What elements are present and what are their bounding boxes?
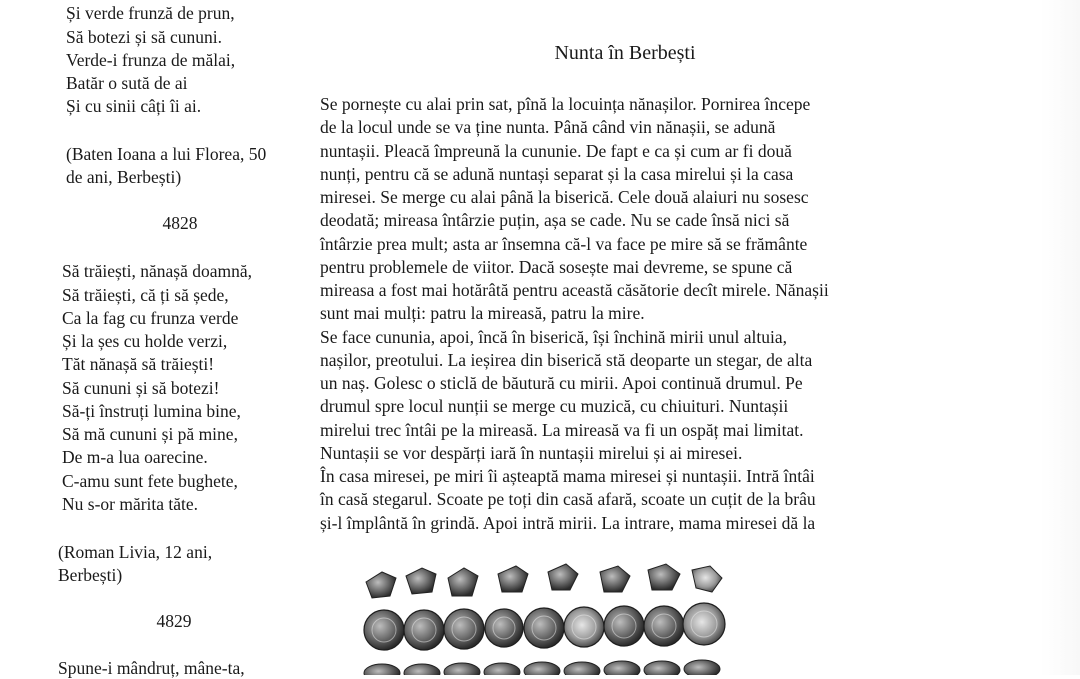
poem-number: 4828 xyxy=(162,213,198,233)
verse-line: Să cununi și să botezi! xyxy=(62,378,220,398)
paragraph-line: sunt mai mulți: patru la mireasă, patru la mire. xyxy=(320,303,645,323)
left-column xyxy=(0,0,310,678)
verse-line: Să-ți înstruți lumina bine, xyxy=(62,401,241,421)
paragraph-line: de la locul unde se va ține nunta. Până când vin nănașii, se adună xyxy=(320,117,776,137)
paragraph-line: un naș. Golesc o sticlă de băutură cu mirii. Apoi continuă drumul. Pe xyxy=(320,373,803,393)
verse-line: C-amu sunt fete bughete, xyxy=(62,471,238,491)
paragraph-line: Se face cununia, apoi, încă în biserică, își închină mirii unul altuia, xyxy=(320,327,788,347)
paragraph-line: mirelui trec întâi pe la mireasă. La mireasă va fi un ospăț mai limitat. xyxy=(320,420,804,440)
verse-line: De m-a lua oarecine. xyxy=(62,447,208,467)
verse-line: Ca la fag cu frunza verde xyxy=(62,308,239,328)
paragraph-line: nașilor, preotului. La ieșirea din biserică stă deoparte un stegar, de alta xyxy=(320,350,813,370)
paragraph-line: în casă stegarul. Scoate pe toți din casă afară, scoate un cuțit de la brâu xyxy=(320,489,816,509)
verse-line: Să trăiești, nănașă doamnă, xyxy=(62,261,253,281)
paragraph-line: drumul spre locul nunții se merge cu muzică, cu chiuituri. Nuntașii xyxy=(320,396,789,416)
paragraph-line: și-l împlântă în grindă. Apoi intră mirii. La intrare, mama miresei dă la xyxy=(320,513,816,533)
coin-necklace-photo xyxy=(360,560,760,675)
paragraph-line: întârzie prea mult; asta ar însemna că-l va face pe mire să se frământe xyxy=(320,234,808,254)
paragraph-line: În casa miresei, pe miri îi așteaptă mama miresei și nuntașii. Intră întâi xyxy=(320,466,815,486)
source-note: Berbești) xyxy=(58,565,123,585)
verse-line: Și cu sinii câți îi ai. xyxy=(66,96,202,116)
scan-shadow xyxy=(1040,0,1080,675)
verse-line: Verde-i frunza de mălai, xyxy=(66,50,236,70)
paragraph-line: miresei. Se merge cu alai până la biserică. Cele două alaiuri nu sosesc xyxy=(320,187,809,207)
paragraph-line: Nuntașii se vor despărți iară în nuntașii mirelui și ai miresei. xyxy=(320,443,743,463)
paragraph-line: Se pornește cu alai prin sat, pînă la locuința nănașilor. Pornirea începe xyxy=(320,94,811,114)
source-note: de ani, Berbești) xyxy=(66,167,182,187)
verse-line: Să botezi și să cununi. xyxy=(66,27,223,47)
poem-number: 4829 xyxy=(156,611,192,631)
paragraph-line: deodată; mireasa întârzie puțin, așa se cade. Nu se cade însă nici să xyxy=(320,210,790,230)
paragraph-line: pentru problemele de viitor. Dacă sosește mai devreme, se spune că xyxy=(320,257,793,277)
verse-line: Tăt nănașă să trăiești! xyxy=(62,354,215,374)
verse-line: Și verde frunză de prun, xyxy=(66,3,235,23)
verse-line: Și la șes cu holde verzi, xyxy=(62,331,228,351)
source-note: (Baten Ioana a lui Florea, 50 xyxy=(66,144,267,164)
source-note: (Roman Livia, 12 ani, xyxy=(58,542,213,562)
verse-line: Spune-i mândruț, mâne-ta, xyxy=(58,658,245,678)
verse-line: Batăr o sută de ai xyxy=(66,73,188,93)
paragraph-line: mireasa a fost mai hotărâtă pentru această căsătorie decît mirele. Nănașii xyxy=(320,280,829,300)
paragraph-line: nunți, pentru că se adună nuntași separat și la casa mirelui și la casa xyxy=(320,164,794,184)
section-title: Nunta în Berbești xyxy=(554,42,696,64)
verse-line: Să trăiești, că ți să șede, xyxy=(62,285,229,305)
verse-line: Să mă cununi și pă mine, xyxy=(62,424,238,444)
verse-line: Nu s-or mărita tăte. xyxy=(62,494,199,514)
paragraph-line: nuntașii. Pleacă împreună la cununie. De fapt e ca și cum ar fi două xyxy=(320,141,792,161)
